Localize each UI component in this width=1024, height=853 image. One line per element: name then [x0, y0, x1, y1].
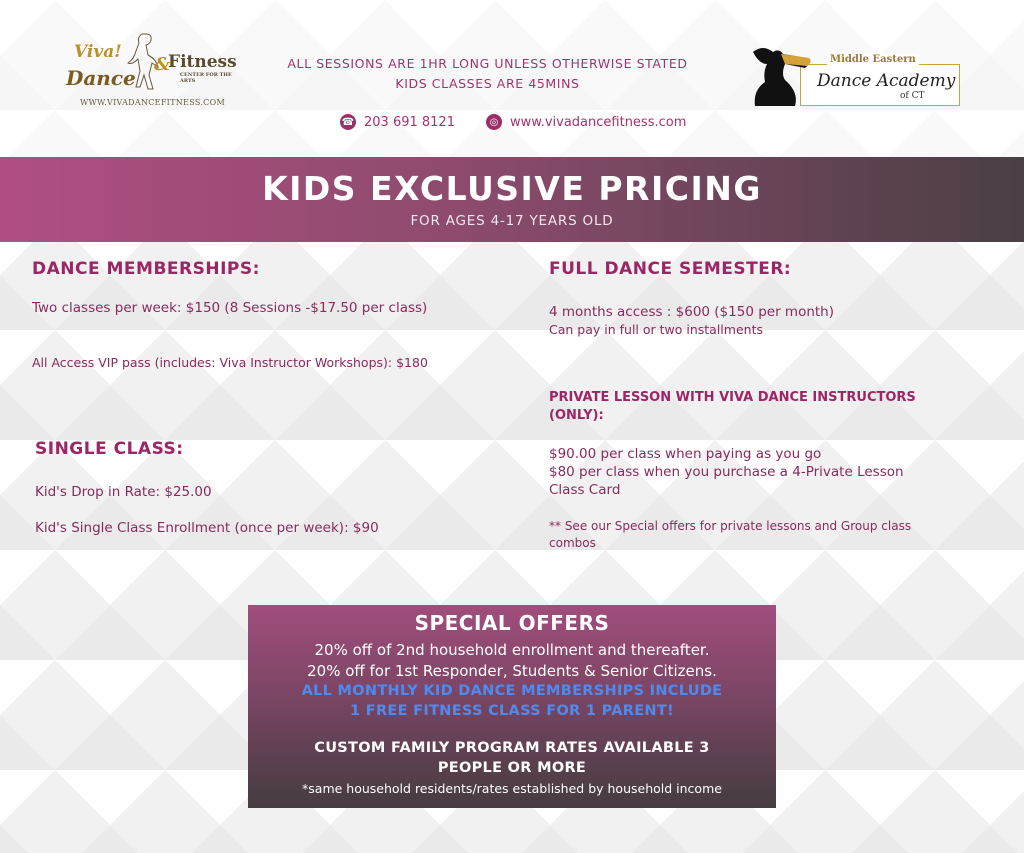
logo-fitness-text: Fitness [168, 52, 237, 72]
session-notice [260, 54, 715, 94]
private-lesson-heading [549, 389, 916, 425]
offers-title: SPECIAL OFFERS [414, 611, 610, 635]
notice-line-1: ALL SESSIONS ARE 1HR LONG UNLESS OTHERWISE STATED [287, 56, 688, 71]
notice-line-2: KIDS CLASSES ARE 45MINS [395, 76, 580, 91]
private-note [549, 518, 911, 552]
offers-membership-include: ALL MONTHLY KID DANCE MEMBERSHIPS INCLUDE [301, 683, 723, 699]
private-note-line-2: combos [549, 536, 596, 550]
special-offers-box [248, 605, 776, 808]
single-class-drop-in: Kid's Drop in Rate: $25.00 [35, 484, 212, 500]
semester-item-installments: Can pay in full or two installments [549, 322, 763, 337]
semester-heading: FULL DANCE SEMESTER: [549, 259, 792, 279]
offers-custom-family: CUSTOM FAMILY PROGRAM RATES AVAILABLE 3 [314, 740, 710, 756]
offers-household-note: *same household residents/rates established by household income [302, 781, 722, 796]
title-banner [0, 157, 1024, 242]
website-contact[interactable] [486, 114, 686, 130]
private-item-class-card-line-1: $80 per class when you purchase a 4-Private Lesson [549, 464, 904, 480]
offers-household: 20% off of 2nd household enrollment and thereafter. [314, 641, 710, 659]
private-item-class-card [549, 463, 904, 499]
logo-url-text: WWW.VIVADANCEFITNESS.COM [80, 98, 225, 107]
logo-amp-text: & [154, 54, 171, 75]
phone-icon: ☎ [340, 114, 356, 130]
offers-responder: 20% off for 1st Responder, Students & Senior Citizens. [307, 662, 717, 680]
private-note-line-1: ** See our Special offers for private lessons and Group class [549, 519, 912, 533]
logo-of-ct-text: of CT [900, 91, 925, 101]
logo-center-text: CENTER FOR THE ARTS [180, 72, 232, 84]
private-heading-line-2: (ONLY): [549, 408, 604, 423]
memberships-item-vip-pass: All Access VIP pass (includes: Viva Instructor Workshops): $180 [32, 355, 428, 370]
page-title: KIDS EXCLUSIVE PRICING [262, 169, 762, 208]
logo-viva-text: Viva! [74, 42, 122, 62]
memberships-item-two-classes: Two classes per week: $150 (8 Sessions -$17.50 per class) [32, 300, 428, 316]
single-class-heading: SINGLE CLASS: [35, 439, 184, 459]
logo-dance-academy-text: Dance Academy [817, 71, 956, 91]
private-heading-line-1: PRIVATE LESSON WITH VIVA DANCE INSTRUCTORS [549, 390, 916, 405]
semester-item-access: 4 months access : $600 ($150 per month) [549, 304, 835, 320]
private-item-class-card-line-2: Class Card [549, 482, 621, 498]
website-link: www.vivadancefitness.com [510, 114, 687, 130]
logo-middle-eastern-text: Middle Eastern [827, 54, 919, 65]
logo-dance-text: Dance [66, 66, 136, 90]
globe-icon: ◎ [486, 114, 502, 130]
belly-dancer-silhouette-icon [745, 38, 815, 110]
memberships-heading: DANCE MEMBERSHIPS: [32, 259, 260, 279]
private-item-pay-as-you-go: $90.00 per class when paying as you go [549, 446, 822, 462]
phone-number: 203 691 8121 [364, 114, 455, 130]
offers-people-or-more: PEOPLE OR MORE [437, 760, 587, 776]
single-class-enrollment: Kid's Single Class Enrollment (once per week): $90 [35, 520, 379, 536]
offers-free-fitness-class: 1 FREE FITNESS CLASS FOR 1 PARENT! [350, 703, 674, 719]
dance-academy-logo[interactable] [745, 38, 960, 110]
phone-contact[interactable] [340, 114, 455, 130]
page-subtitle: FOR AGES 4-17 YEARS OLD [410, 213, 614, 229]
viva-dance-fitness-logo[interactable] [62, 30, 237, 112]
